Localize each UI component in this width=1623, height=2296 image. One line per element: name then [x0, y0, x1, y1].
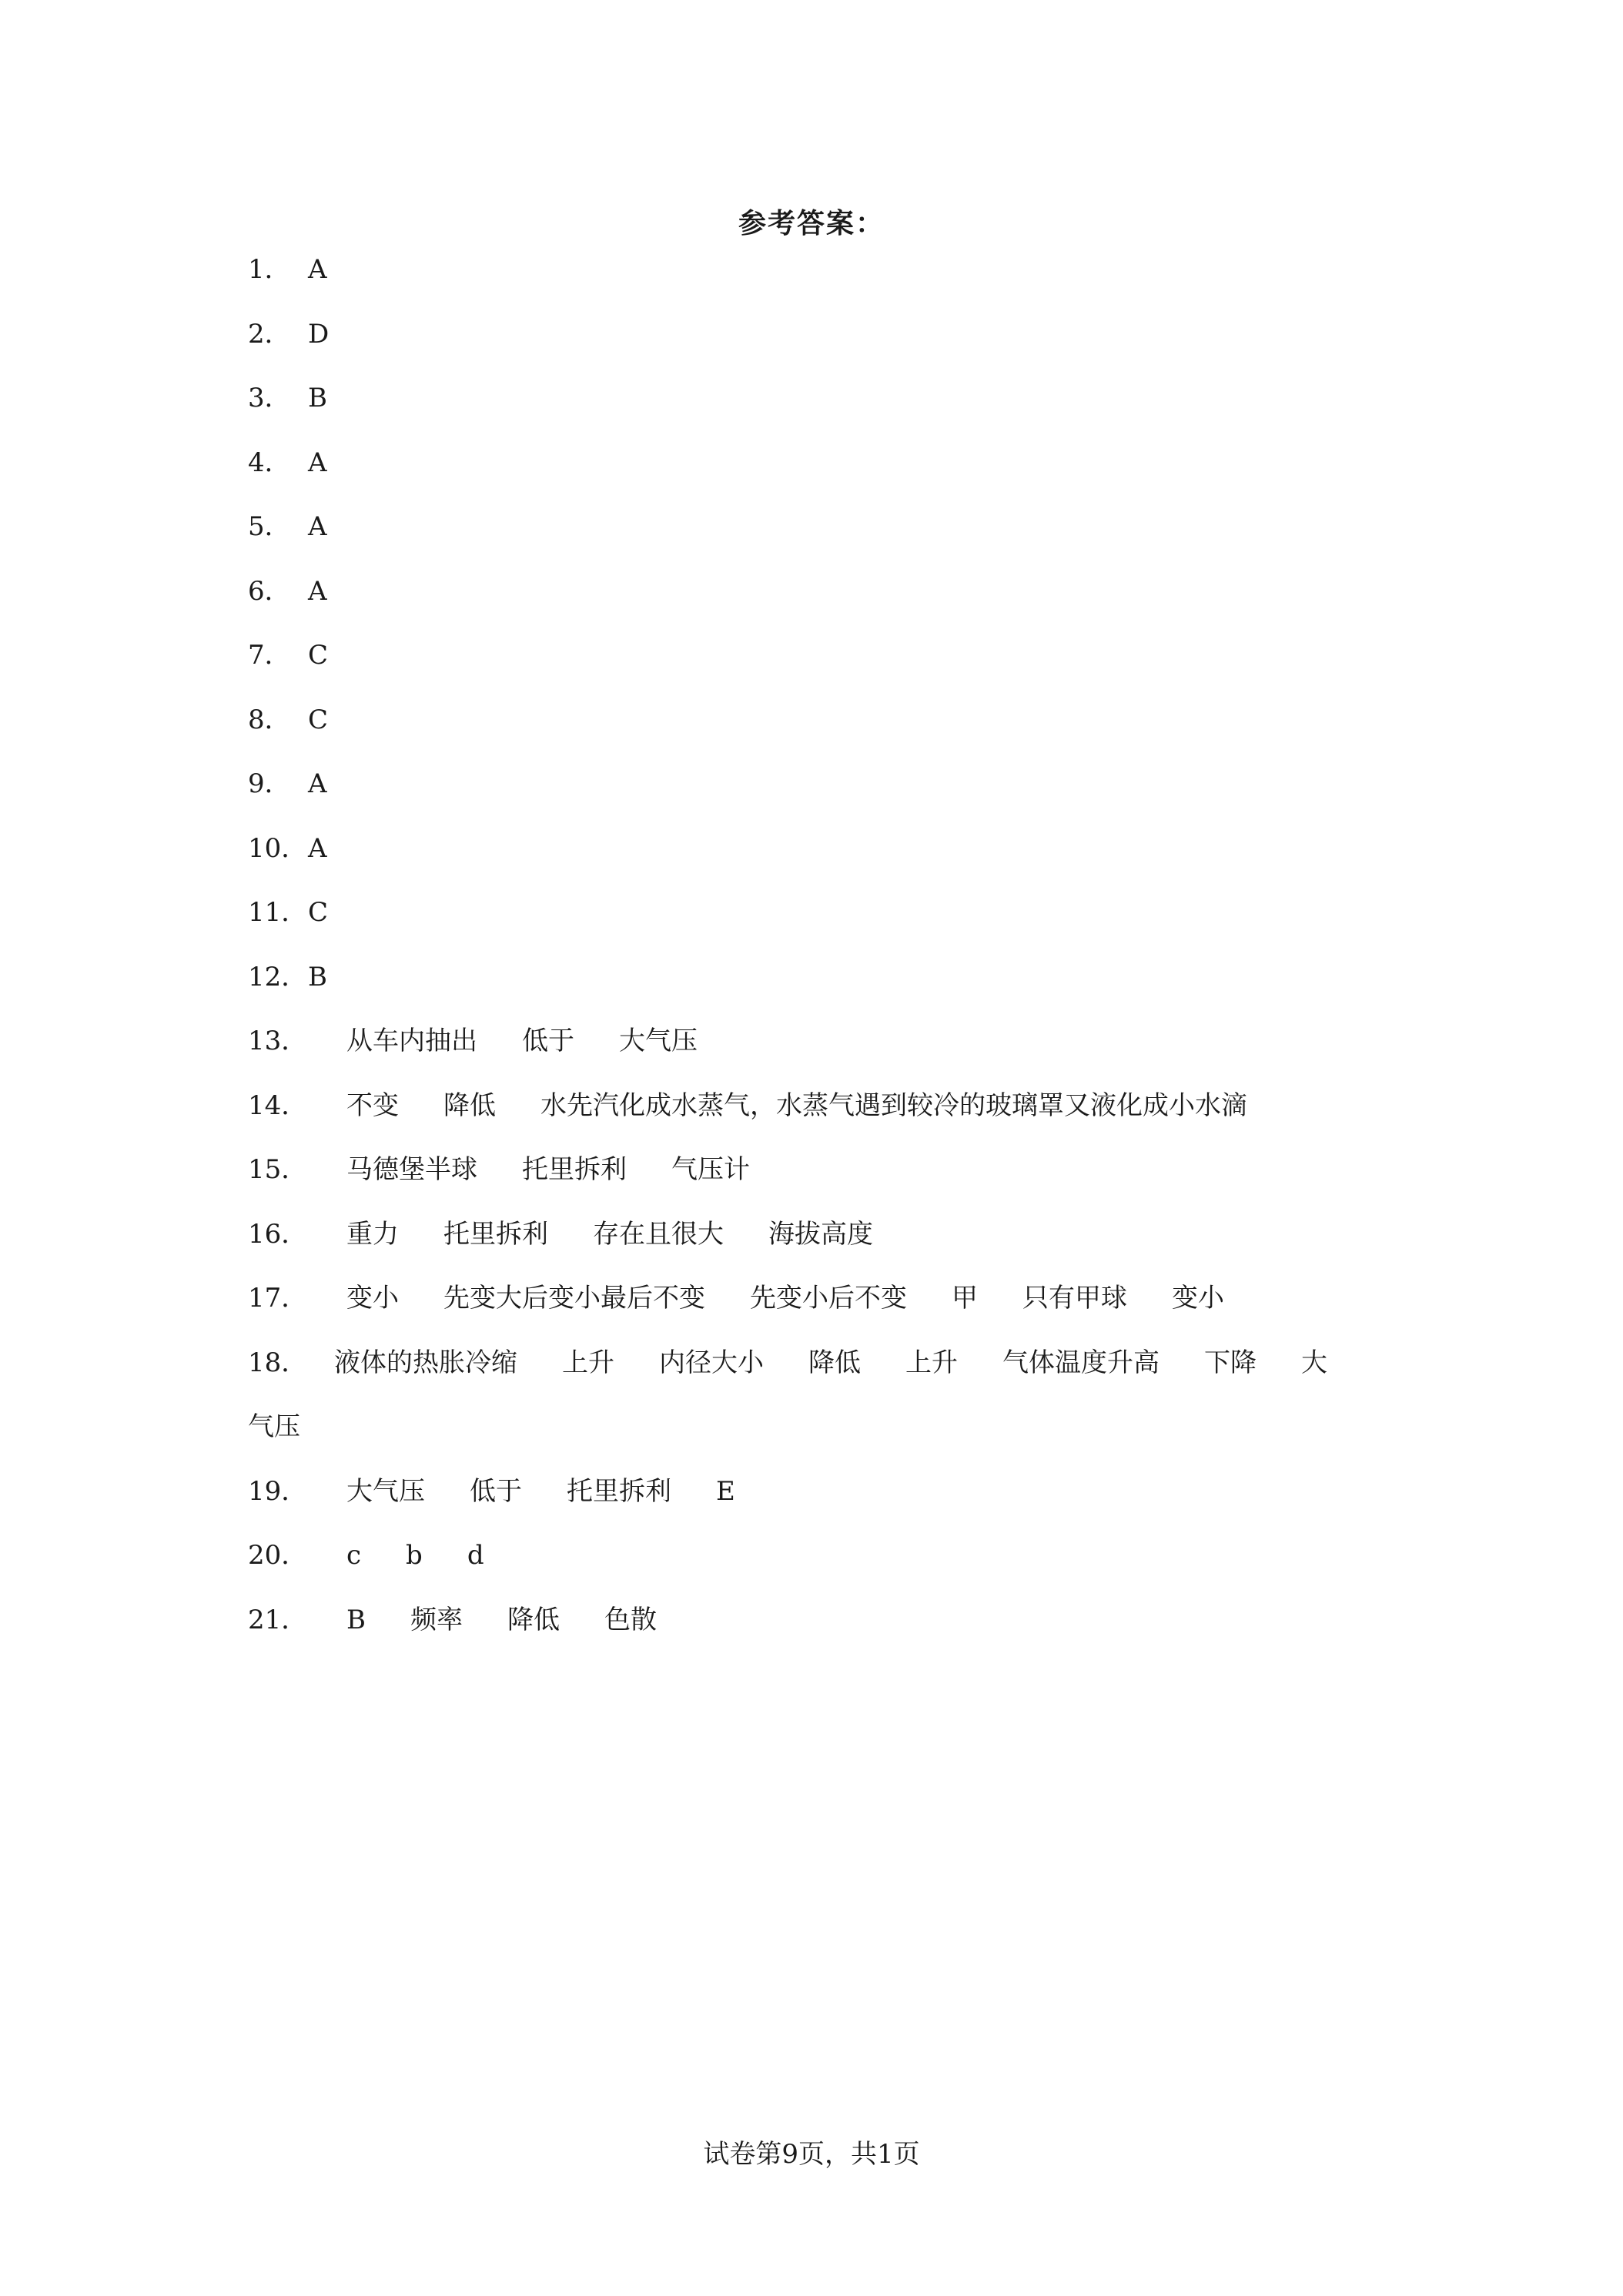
answer-item: 气压计	[671, 1154, 750, 1185]
answer-item: A	[308, 254, 327, 285]
answer-items	[308, 254, 327, 285]
answer-item: 上升	[905, 1347, 958, 1378]
answer-number: 11．	[248, 897, 308, 928]
answer-number: 13．	[248, 1026, 308, 1056]
answer-number: 15．	[248, 1154, 308, 1185]
answer-item: 存在且很大	[593, 1218, 724, 1250]
answer-item: B	[308, 383, 327, 413]
answer-item: 色散	[604, 1604, 657, 1635]
answer-item: 下降	[1204, 1347, 1257, 1378]
answer-items	[308, 833, 327, 864]
answer-number: 3．	[248, 383, 291, 413]
answer-items	[334, 1347, 1327, 1412]
answer-item: 大气压	[346, 1475, 425, 1507]
answer-item: 液体的热胀冷缩	[334, 1347, 517, 1378]
answer-item: b	[406, 1540, 423, 1571]
answer-row	[248, 576, 1403, 641]
answer-item: E	[716, 1475, 735, 1507]
answer-items	[308, 576, 327, 607]
answer-items	[346, 1090, 1247, 1121]
answer-number: 5．	[248, 511, 291, 542]
answer-items	[346, 1219, 873, 1250]
answer-item: 重力	[346, 1218, 399, 1250]
answer-item: 先变大后变小最后不变	[443, 1283, 705, 1314]
answer-items	[346, 1154, 750, 1185]
answer-number: 10．	[248, 832, 308, 864]
answer-item: D	[308, 318, 330, 350]
answer-number: 6．	[248, 575, 291, 607]
answer-number: 2．	[248, 318, 291, 350]
answer-item: 甲	[952, 1283, 978, 1314]
answer-number: 18．	[248, 1347, 308, 1378]
answer-continuation: 气压	[248, 1411, 300, 1442]
answer-item: d	[467, 1540, 484, 1571]
answer-number: 9．	[248, 768, 291, 799]
answer-items	[346, 1605, 657, 1635]
answer-row	[248, 511, 1403, 576]
answer-items	[346, 1283, 1224, 1314]
answer-items	[308, 640, 328, 671]
answer-item: A	[308, 768, 327, 799]
answer-item: B	[346, 1604, 366, 1635]
answer-row	[248, 1154, 1403, 1219]
answer-row	[248, 1026, 1403, 1090]
answer-row	[248, 254, 1403, 319]
answer-item: 大	[1301, 1347, 1327, 1378]
answer-row	[248, 768, 1403, 833]
answer-row	[248, 1219, 1403, 1284]
answer-number: 21．	[248, 1604, 308, 1635]
answer-item: 托里拆利	[443, 1218, 548, 1250]
answer-list	[248, 254, 1403, 1668]
answer-row	[248, 319, 1403, 383]
answer-item: 水先汽化成水蒸气，水蒸气遇到较冷的玻璃罩又液化成小水滴	[540, 1089, 1247, 1121]
answer-item: 从车内抽出	[346, 1026, 477, 1056]
answer-item: A	[308, 575, 327, 607]
answer-item: 只有甲球	[1022, 1283, 1127, 1314]
answer-row	[248, 640, 1403, 705]
answer-row	[248, 1347, 1403, 1476]
answer-number: 8．	[248, 704, 291, 735]
answer-row	[248, 1605, 1403, 1669]
answer-items	[308, 962, 327, 992]
answer-item: 托里拆利	[567, 1475, 671, 1507]
answer-number: 12．	[248, 961, 308, 992]
answer-row	[248, 1090, 1403, 1155]
answer-item: 低于	[470, 1475, 522, 1507]
answer-row	[248, 1283, 1403, 1347]
answer-item: B	[308, 961, 327, 992]
answer-items	[308, 511, 327, 542]
answer-number: 19．	[248, 1475, 308, 1507]
answer-item: C	[308, 704, 329, 735]
answer-number: 14．	[248, 1089, 308, 1121]
answer-items	[308, 768, 327, 799]
answer-item: 降低	[443, 1089, 496, 1121]
answer-item: 低于	[522, 1026, 574, 1056]
answer-item: 大气压	[619, 1026, 698, 1056]
page-title: 参考答案：	[738, 207, 885, 239]
answer-row	[248, 1540, 1403, 1605]
answer-item: 不变	[346, 1089, 399, 1121]
page-footer: 试卷第9页，共1页	[703, 2139, 920, 2170]
answer-item: 变小	[346, 1283, 399, 1314]
answer-number: 17．	[248, 1283, 308, 1314]
answer-row	[248, 1476, 1403, 1541]
answer-item: 降低	[808, 1347, 861, 1378]
answer-row	[248, 833, 1403, 898]
answer-item: 降低	[507, 1604, 560, 1635]
answer-item: 频率	[410, 1604, 463, 1635]
answer-item: 先变小后不变	[750, 1283, 907, 1314]
answer-number: 20．	[248, 1540, 308, 1571]
answer-row	[248, 383, 1403, 447]
answer-items	[308, 383, 327, 413]
answer-items	[346, 1476, 735, 1507]
answer-items	[308, 705, 328, 735]
answer-item: 变小	[1172, 1283, 1224, 1314]
answer-row	[248, 962, 1403, 1026]
answer-items	[308, 447, 327, 478]
answer-item: A	[308, 832, 327, 864]
answer-items	[346, 1026, 698, 1056]
answer-items	[308, 897, 328, 928]
answer-item: 内径大小	[659, 1347, 764, 1378]
answer-number: 16．	[248, 1218, 308, 1250]
answer-item: 托里拆利	[522, 1154, 627, 1185]
answer-item: c	[346, 1540, 362, 1571]
answer-item: 气体温度升高	[1002, 1347, 1160, 1378]
answer-item: C	[308, 640, 329, 671]
answer-row	[248, 447, 1403, 512]
answer-number: 7．	[248, 640, 291, 671]
answer-item: A	[308, 447, 327, 478]
answer-number: 1．	[248, 254, 291, 285]
answer-item: C	[308, 897, 329, 928]
answer-items	[346, 1540, 484, 1571]
answer-items	[308, 319, 329, 350]
answer-row	[248, 897, 1403, 962]
answer-item: 海拔高度	[768, 1218, 873, 1250]
answer-item: 上升	[562, 1347, 614, 1378]
answer-number: 4．	[248, 447, 291, 478]
answer-item: A	[308, 511, 327, 542]
answer-item: 马德堡半球	[346, 1154, 477, 1185]
answer-row	[248, 705, 1403, 769]
